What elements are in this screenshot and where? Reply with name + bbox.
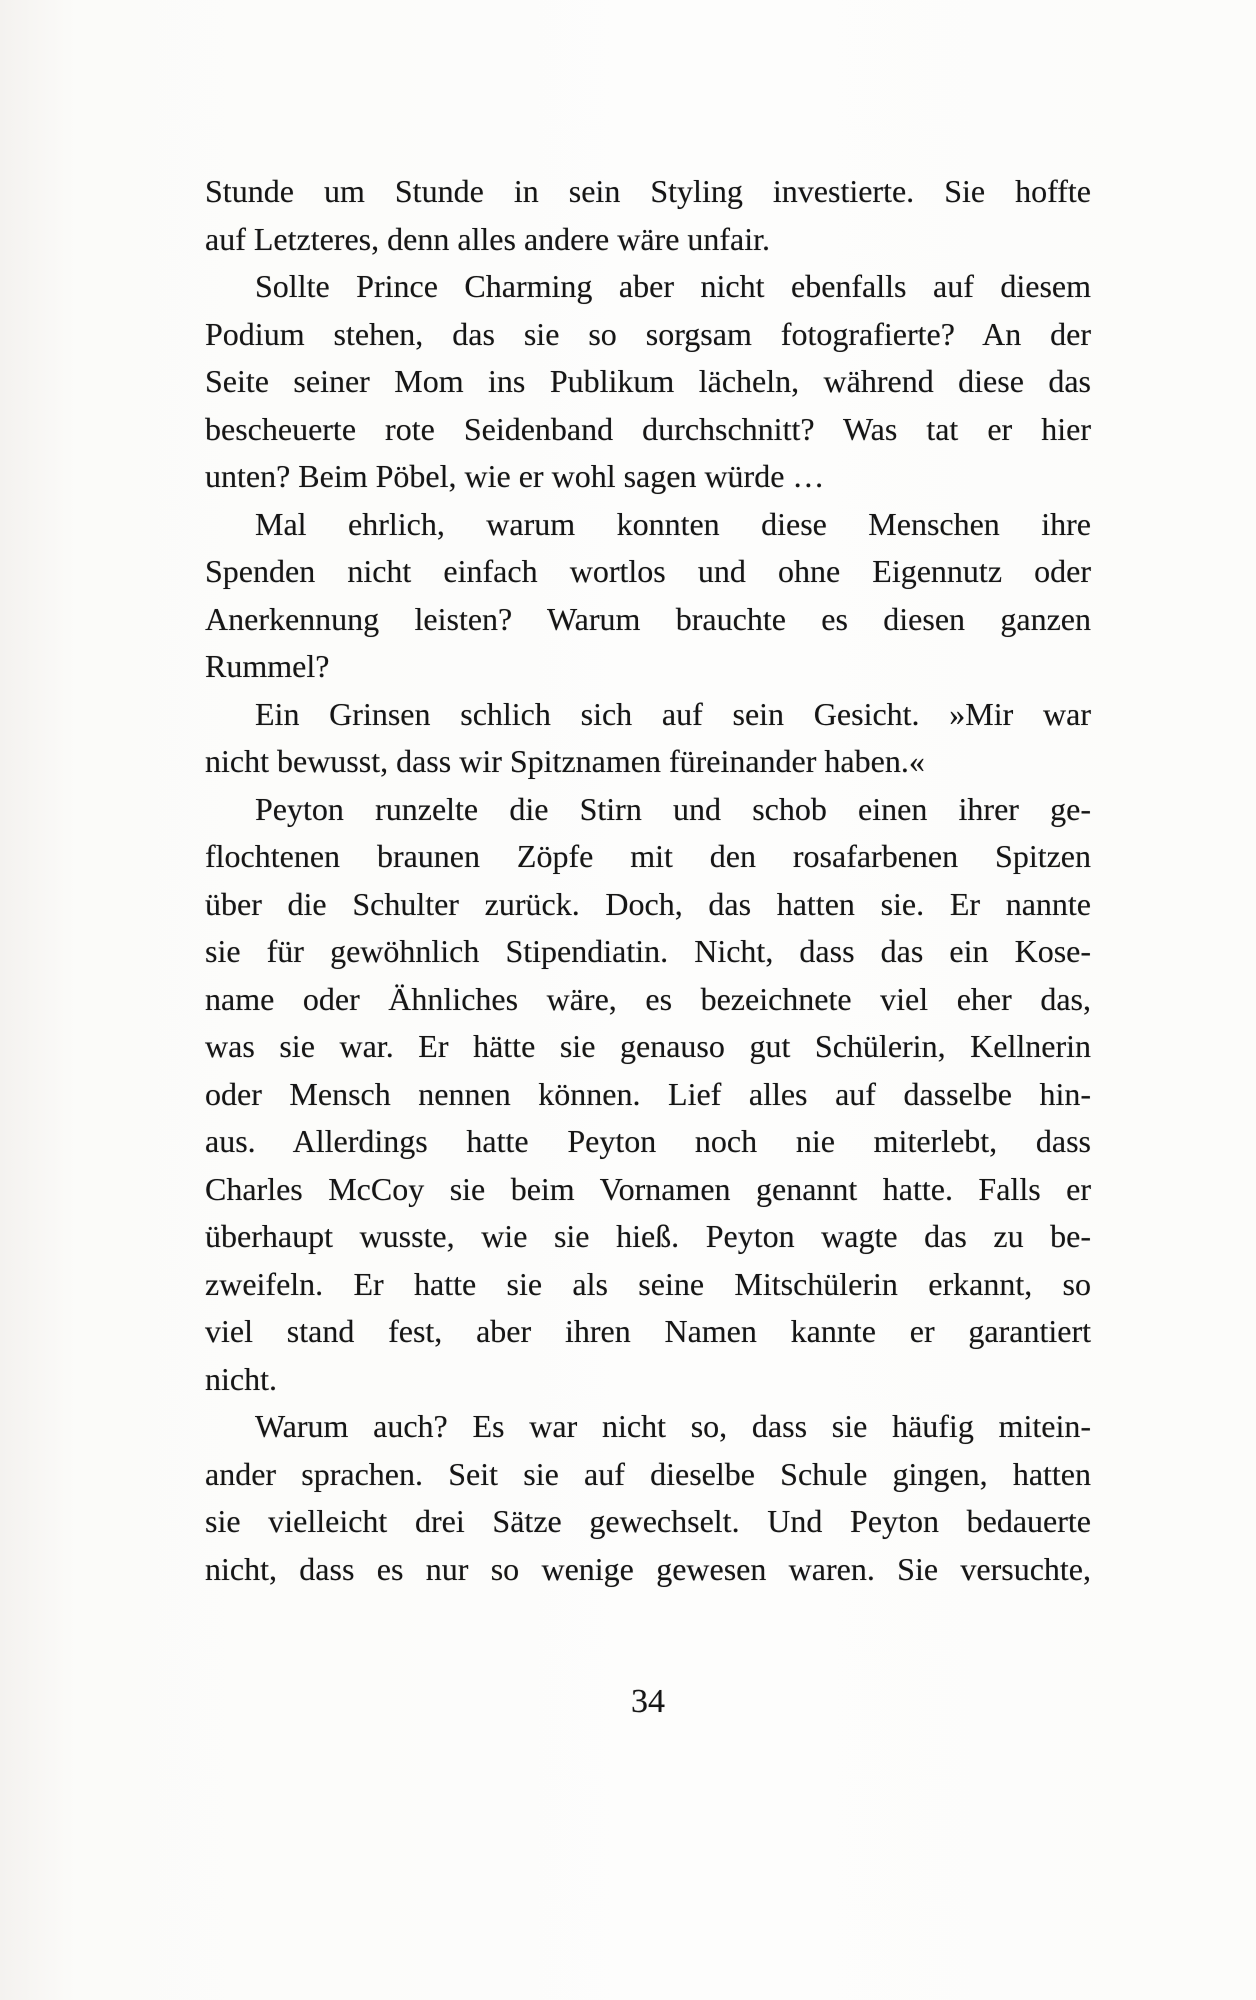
body-text [205, 168, 1091, 1593]
text-line: zweifeln. Er hatte sie als seine Mitschülerin erkannt, so [205, 1265, 1091, 1302]
text-line: Spenden nicht einfach wortlos und ohne Eigennutz oder [205, 553, 1091, 589]
text-line: Stunde um Stunde in sein Styling investierte. Sie hoffte [205, 173, 1091, 209]
text-line: Sollte Prince Charming aber nicht ebenfalls auf diesem [255, 268, 1091, 304]
text-line: Mal ehrlich, warum konnten diese Menschen ihre [255, 505, 1091, 542]
text-line: Ein Grinsen schlich sich auf sein Gesicht. »Mir war [255, 695, 1091, 732]
text-line: name oder Ähnliches wäre, es bezeichnete viel eher das, [205, 980, 1091, 1017]
text-line: bescheuerte rote Seidenband durchschnitt? Was tat er hier [205, 410, 1091, 447]
text-line: oder Mensch nennen können. Lief alles auf dasselbe hin- [205, 1075, 1091, 1112]
text-line: viel stand fest, aber ihren Namen kannte er garantiert [205, 1313, 1091, 1349]
text-line: überhaupt wusste, wie sie hieß. Peyton wagte das zu be- [205, 1218, 1091, 1254]
text-line: Peyton runzelte die Stirn und schob einen ihrer ge- [255, 790, 1091, 827]
text-line: sie für gewöhnlich Stipendiatin. Nicht, dass das ein Kose- [205, 933, 1091, 969]
text-line: sie vielleicht drei Sätze gewechselt. Und Peyton bedauerte [205, 1503, 1091, 1539]
text-line: nicht bewusst, dass wir Spitznamen füreinander haben.« [205, 743, 925, 779]
text-line: über die Schulter zurück. Doch, das hatten sie. Er nannte [205, 885, 1091, 922]
text-line: Charles McCoy sie beim Vornamen genannt hatte. Falls er [205, 1170, 1091, 1207]
text-line: flochtenen braunen Zöpfe mit den rosafarbenen Spitzen [205, 838, 1091, 874]
text-line: nicht, dass es nur so wenige gewesen waren. Sie versuchte, [205, 1550, 1091, 1587]
text-line: Warum auch? Es war nicht so, dass sie häufig mitein- [255, 1408, 1091, 1444]
text-line: ander sprachen. Seit sie auf dieselbe Schule gingen, hatten [205, 1455, 1091, 1492]
text-line: nicht. [205, 1360, 277, 1397]
text-line: was sie war. Er hätte sie genauso gut Schülerin, Kellnerin [205, 1028, 1091, 1064]
text-line: auf Letzteres, denn alles andere wäre unfair. [205, 220, 771, 257]
text-line: Anerkennung leisten? Warum brauchte es diesen ganzen [205, 600, 1091, 637]
page-number: 34 [631, 1683, 665, 1720]
text-line: Podium stehen, das sie so sorgsam fotografierte? An der [205, 315, 1091, 352]
text-line: aus. Allerdings hatte Peyton noch nie miterlebt, dass [205, 1123, 1091, 1159]
text-line: unten? Beim Pöbel, wie er wohl sagen würde … [205, 458, 825, 494]
text-line: Seite seiner Mom ins Publikum lächeln, während diese das [205, 363, 1091, 399]
text-line: Rummel? [205, 648, 330, 684]
